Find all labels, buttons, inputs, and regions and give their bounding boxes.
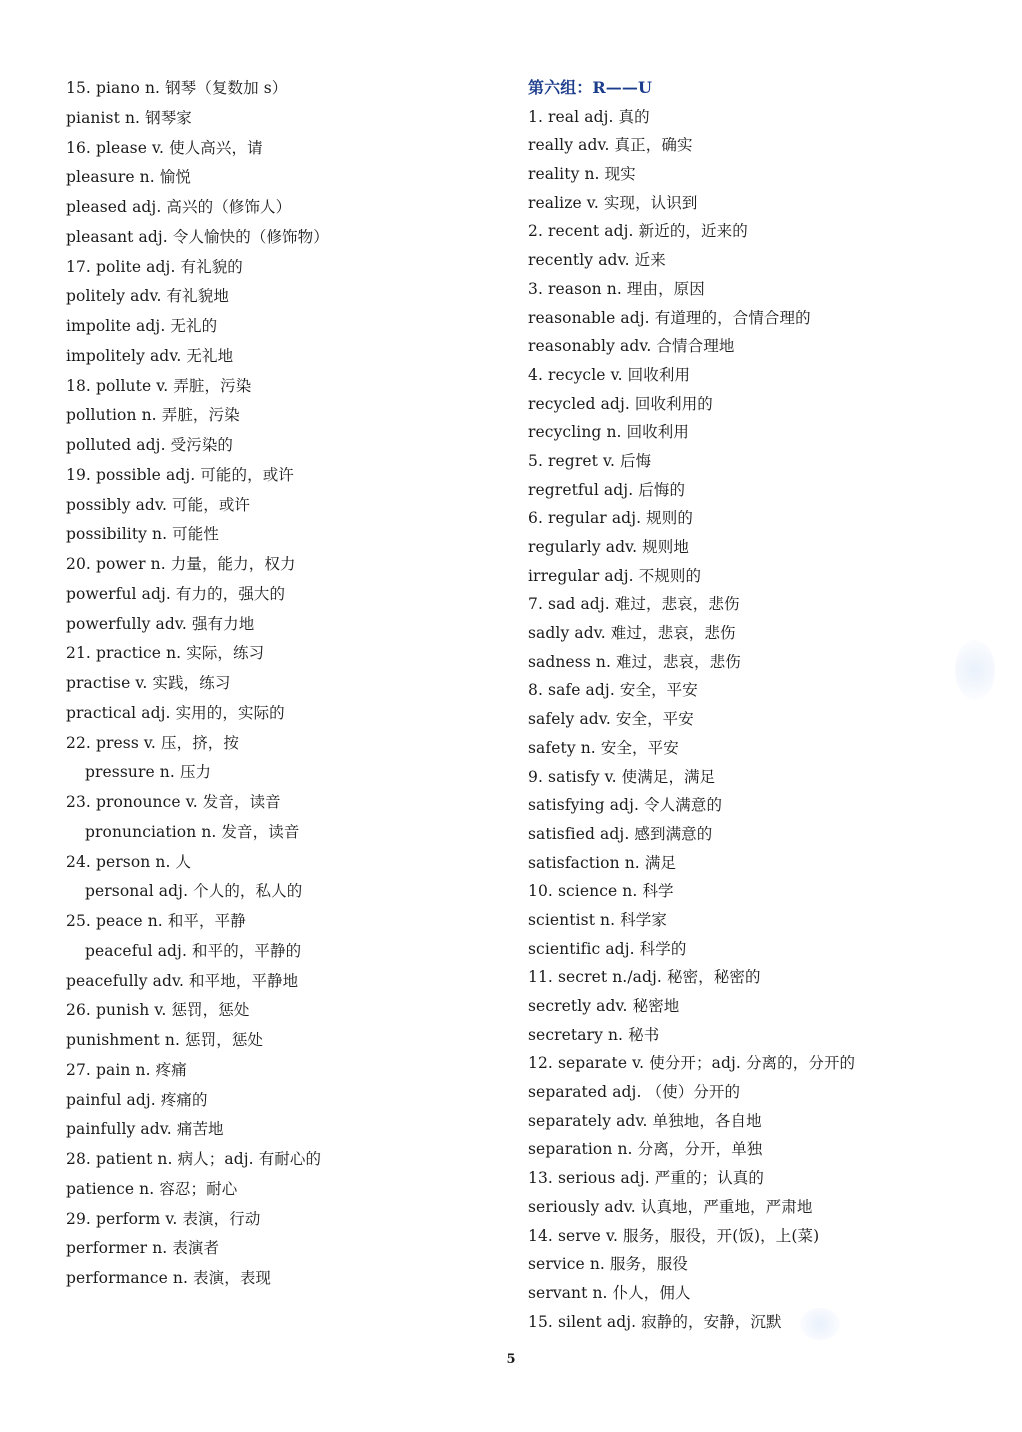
left-vocab-line: patience n. 容忍；耐心 — [66, 1179, 238, 1198]
left-vocab-line: pronunciation n. 发音，读音 — [85, 822, 300, 841]
left-vocab-line: painfully adv. 痛苦地 — [66, 1120, 224, 1139]
right-vocab-line: scientist n. 科学家 — [528, 910, 667, 929]
left-vocab-line: possibly adv. 可能，或许 — [66, 495, 251, 514]
left-vocab-line: 29. perform v. 表演，行动 — [66, 1209, 261, 1228]
right-vocab-line: reasonable adj. 有道理的，合情合理的 — [528, 308, 811, 327]
right-vocab-line: sadly adv. 难过，悲哀，悲伤 — [528, 624, 736, 643]
left-vocab-line: possibility n. 可能性 — [66, 525, 219, 544]
left-vocab-line: painful adj. 疼痛的 — [66, 1090, 208, 1109]
right-vocab-line: 15. silent adj. 寂静的，安静，沉默 — [528, 1312, 782, 1331]
right-vocab-line: 2. recent adj. 新近的，近来的 — [528, 222, 748, 241]
left-vocab-line: performer n. 表演者 — [66, 1239, 220, 1258]
page-number: 5 — [506, 1352, 516, 1367]
left-column — [66, 74, 496, 1294]
left-vocab-line: pleased adj. 高兴的（修饰人） — [66, 198, 292, 216]
left-vocab-line: polluted adj. 受污染的 — [66, 436, 234, 454]
right-vocab-line: 9. satisfy v. 使满足，满足 — [528, 767, 716, 786]
right-vocab-line: really adv. 真正，确实 — [528, 136, 693, 155]
left-vocab-line: 21. practice n. 实际，练习 — [66, 644, 265, 663]
right-vocab-line: secretary n. 秘书 — [528, 1025, 660, 1044]
right-vocab-line: seriously adv. 认真地，严重地，严肃地 — [528, 1197, 813, 1216]
right-vocab-line: regularly adv. 规则地 — [528, 538, 689, 556]
right-vocab-line: satisfying adj. 令人满意的 — [528, 796, 723, 815]
left-vocab-line: practical adj. 实用的，实际的 — [66, 703, 285, 722]
left-vocab-line: performance n. 表演，表现 — [66, 1269, 272, 1287]
right-vocab-line: scientific adj. 科学的 — [528, 939, 687, 958]
right-vocab-line: 5. regret v. 后悔 — [528, 451, 652, 470]
left-vocab-line: 15. piano n. 钢琴（复数加 s） — [66, 79, 288, 97]
left-vocab-line: 19. possible adj. 可能的，或许 — [66, 465, 294, 484]
right-vocab-line: 7. sad adj. 难过，悲哀，悲伤 — [528, 595, 740, 614]
right-vocab-line: separated adj. （使）分开的 — [528, 1083, 741, 1102]
right-vocab-line: reasonably adv. 合情合理地 — [528, 337, 735, 356]
left-vocab-line: personal adj. 个人的，私人的 — [85, 882, 303, 901]
left-vocab-line: powerfully adv. 强有力地 — [66, 614, 255, 633]
right-vocab-line: satisfied adj. 感到满意的 — [528, 824, 713, 843]
left-vocab-line: impolite adj. 无礼的 — [66, 317, 218, 335]
right-vocab-line: regretful adj. 后悔的 — [528, 480, 686, 499]
left-vocab-line: 20. power n. 力量，能力，权力 — [66, 555, 296, 573]
right-vocab-line: reality n. 现实 — [528, 165, 636, 184]
right-vocab-line: servant n. 仆人，佣人 — [528, 1283, 691, 1302]
right-vocab-line: 13. serious adj. 严重的；认真的 — [528, 1169, 764, 1188]
right-vocab-line: 12. separate v. 使分开；adj. 分离的，分开的 — [528, 1054, 856, 1073]
left-vocab-line: pleasure n. 愉悦 — [66, 168, 191, 187]
right-vocab-line: 4. recycle v. 回收利用 — [528, 365, 691, 384]
right-vocab-line: service n. 服务，服役 — [528, 1255, 688, 1274]
left-vocab-line: pleasant adj. 令人愉快的（修饰物） — [66, 227, 329, 246]
left-vocab-line: 17. polite adj. 有礼貌的 — [66, 257, 243, 276]
right-vocab-line: recycling n. 回收利用 — [528, 423, 689, 442]
left-vocab-line: 16. please v. 使人高兴，请 — [66, 138, 263, 157]
left-vocab-line: politely adv. 有礼貌地 — [66, 287, 229, 306]
left-vocab-line: 25. peace n. 和平，平静 — [66, 912, 246, 930]
right-vocab-line: realize v. 实现，认识到 — [528, 193, 698, 212]
left-vocab-line: 26. punish v. 惩罚，惩处 — [66, 1001, 250, 1020]
right-vocab-line: 10. science n. 科学 — [528, 882, 674, 901]
left-vocab-line: powerful adj. 有力的，强大的 — [66, 584, 286, 603]
scan-smudge — [800, 1308, 840, 1340]
left-vocab-line: punishment n. 惩罚，惩处 — [66, 1031, 264, 1049]
right-vocab-line: recycled adj. 回收利用的 — [528, 394, 713, 413]
section-heading: 第六组：R——U — [528, 78, 653, 97]
left-vocab-line: pollution n. 弄脏，污染 — [66, 406, 240, 425]
right-vocab-line: 1. real adj. 真的 — [528, 107, 650, 126]
right-vocab-line: 8. safe adj. 安全，平安 — [528, 681, 698, 700]
left-vocab-line: 18. pollute v. 弄脏，污染 — [66, 376, 252, 395]
left-vocab-line: pianist n. 钢琴家 — [66, 108, 192, 127]
scan-smudge — [955, 640, 995, 700]
left-vocab-line: peaceful adj. 和平的，平静的 — [85, 941, 302, 960]
left-vocab-line: impolitely adv. 无礼地 — [66, 346, 234, 365]
right-vocab-line: recently adv. 近来 — [528, 251, 666, 270]
right-vocab-line: safety n. 安全，平安 — [528, 738, 679, 757]
right-vocab-line: irregular adj. 不规则的 — [528, 566, 702, 585]
left-vocab-line: 22. press v. 压，挤，按 — [66, 733, 239, 752]
right-vocab-line: 14. serve v. 服务，服役，开(饭)，上(菜) — [528, 1226, 820, 1245]
right-vocab-line: secretly adv. 秘密地 — [528, 997, 680, 1015]
right-vocab-line: sadness n. 难过，悲哀，悲伤 — [528, 652, 741, 671]
left-vocab-line: pressure n. 压力 — [85, 763, 212, 782]
left-vocab-line: peacefully adv. 和平地，平静地 — [66, 971, 299, 990]
right-vocab-line: 11. secret n./adj. 秘密，秘密的 — [528, 968, 761, 987]
left-vocab-line: 28. patient n. 病人；adj. 有耐心的 — [66, 1150, 322, 1168]
right-vocab-line: separation n. 分离，分开，单独 — [528, 1140, 763, 1159]
left-vocab-line: 27. pain n. 疼痛 — [66, 1060, 187, 1079]
left-vocab-line: practise v. 实践，练习 — [66, 674, 231, 692]
right-vocab-line: separately adv. 单独地，各自地 — [528, 1111, 762, 1130]
right-vocab-line: 3. reason n. 理由，原因 — [528, 279, 705, 298]
right-vocab-line: satisfaction n. 满足 — [528, 853, 677, 872]
left-vocab-line: 24. person n. 人 — [66, 852, 192, 871]
right-column — [528, 74, 968, 1336]
right-vocab-line: 6. regular adj. 规则的 — [528, 509, 693, 528]
left-vocab-line: 23. pronounce v. 发音，读音 — [66, 793, 281, 811]
right-vocab-line: safely adv. 安全，平安 — [528, 710, 694, 729]
